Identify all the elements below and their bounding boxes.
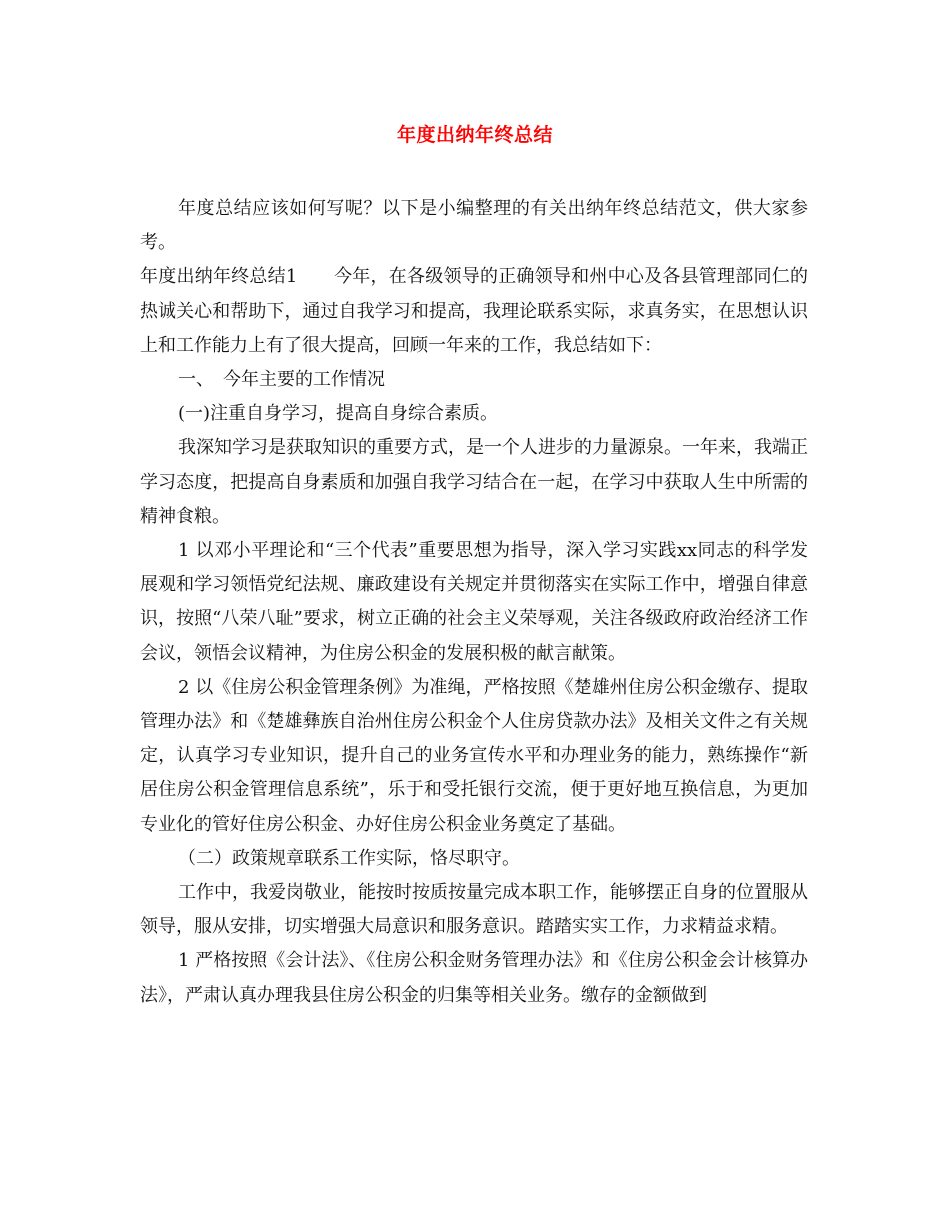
body-paragraph: 工作中，我爱岗敬业，能按时按质按量完成本职工作，能够摆正自身的位置服从领导，服从安排，切实增强大局意识和服务意识。踏踏实实工作，力求精益求精。 <box>140 882 808 938</box>
body-paragraph: 2 以《住房公积金管理条例》为准绳，严格按照《楚雄州住房公积金缴存、提取管理办法》和《楚雄彝族自治州住房公积金个人住房贷款办法》及相关文件之有关规定，认真学习专业知识，提升自己的业务宣传水平和办理业务的能力，熟练操作“新居住房公积金管理信息系统”，乐于和受托银行交流，便于更好地互换信息，为更加专业化的管好住房公积金、办好住房公积金业务奠定了基础。 <box>140 676 808 835</box>
body-paragraph: 1 严格按照《会计法》、《住房公积金财务管理办法》和《住房公积金会计核算办法》，严肃认真办理我县住房公积金的归集等相关业务。缴存的金额做到 <box>140 950 808 1006</box>
body-paragraph: 我深知学习是获取知识的重要方式，是一个人进步的力量源泉。一年来，我端正学习态度，把提高自身素质和加强自我学习结合在一起，在学习中获取人生中所需的精神食粮。 <box>140 437 808 527</box>
summary-1-paragraph: 年度出纳年终总结1 今年，在各级领导的正确领导和州中心及各县管理部同仁的热诚关心和帮助下，通过自我学习和提高，我理论联系实际，求真务实，在思想认识上和工作能力上有了很大提高，回顾一年来的工作，我总结如下： <box>140 266 808 356</box>
subsection-heading-2: （二）政策规章联系工作实际，恪尽职守。 <box>178 847 520 869</box>
intro-paragraph: 年度总结应该如何写呢？以下是小编整理的有关出纳年终总结范文，供大家参考。 <box>140 198 808 254</box>
section-heading-1: 一、 今年主要的工作情况 <box>178 369 385 391</box>
document-body <box>140 192 808 1013</box>
body-paragraph: 1 以邓小平理论和“三个代表”重要思想为指导，深入学习实践xx同志的科学发展观和学习领悟党纪法规、廉政建设有关规定并贯彻落实在实际工作中，增强自律意识，按照“八荣八耻”要求，树立正确的社会主义荣辱观，关注各级政府政治经济工作会议，领悟会议精神，为住房公积金的发展积极的献言献策。 <box>140 540 808 664</box>
subsection-heading-1: (一)注重自身学习，提高自身综合素质。 <box>178 403 499 425</box>
document-title: 年度出纳年终总结 <box>396 124 553 146</box>
